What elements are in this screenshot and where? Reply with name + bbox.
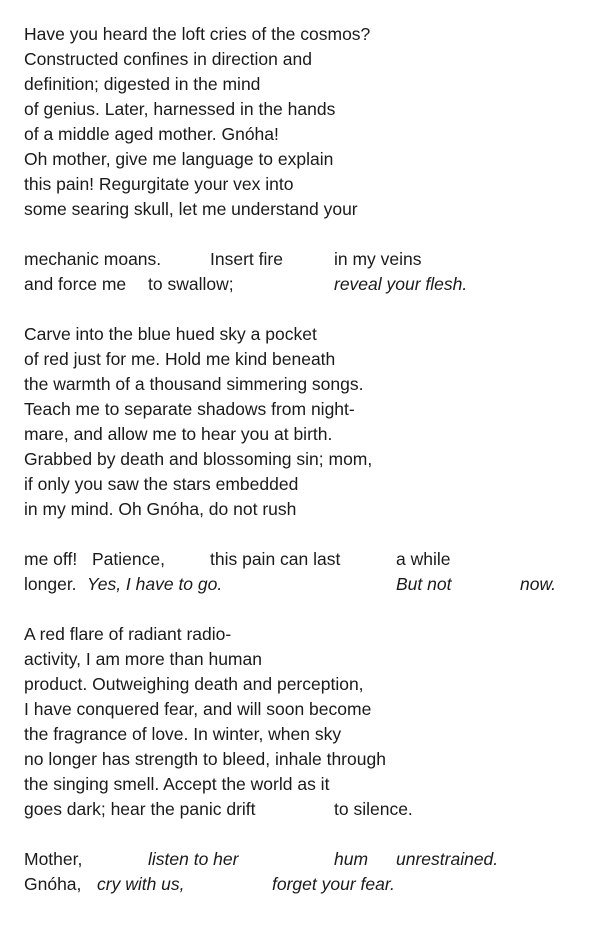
split-line-3 — [0, 547, 600, 572]
poem-line: Grabbed by death and blossoming sin; mom, — [24, 449, 373, 469]
phrase: this pain can last — [210, 549, 341, 569]
poem-line: the singing smell. Accept the world as it — [24, 774, 330, 794]
poem-line: product. Outweighing death and perception, — [24, 674, 364, 694]
phrase: me off! — [24, 549, 78, 569]
poem-line: this pain! Regurgitate your vex into — [24, 174, 294, 194]
split-line-5 — [0, 797, 600, 822]
phrase: goes dark; hear the panic drift — [24, 799, 256, 819]
split-line-7 — [0, 872, 600, 897]
poem-line: mare, and allow me to hear you at birth. — [24, 424, 333, 444]
poem-line: no longer has strength to bleed, inhale through — [24, 749, 386, 769]
phrase: a while — [396, 549, 451, 569]
poem-line: the fragrance of love. In winter, when sky — [24, 724, 342, 744]
poem-line: Constructed confines in direction and — [24, 49, 312, 69]
phrase: Patience, — [92, 549, 165, 569]
phrase: to silence. — [334, 799, 413, 819]
poem-line: I have conquered fear, and will soon become — [24, 699, 372, 719]
poem-line: Teach me to separate shadows from night- — [24, 399, 355, 419]
phrase: in my veins — [334, 249, 422, 269]
phrase-italic: But not — [396, 574, 452, 594]
split-line-4 — [0, 572, 600, 597]
phrase-italic: listen to her — [148, 849, 239, 869]
phrase: longer. — [24, 574, 77, 594]
stanza-3 — [24, 622, 386, 797]
stanza-2 — [24, 322, 372, 522]
phrase: Gnóha, — [24, 874, 82, 894]
poem-line: of red just for me. Hold me kind beneath — [24, 349, 336, 369]
phrase: mechanic moans. — [24, 249, 162, 269]
stanza-1 — [24, 22, 370, 222]
poem-line: activity, I am more than human — [24, 649, 262, 669]
phrase-italic: unrestrained. — [396, 849, 499, 869]
phrase: Insert fire — [210, 249, 283, 269]
poem-line: the warmth of a thousand simmering songs. — [24, 374, 364, 394]
phrase: Mother, — [24, 849, 83, 869]
poem-line: in my mind. Oh Gnóha, do not rush — [24, 499, 297, 519]
poem-line: some searing skull, let me understand your — [24, 199, 358, 219]
phrase: and force me — [24, 274, 127, 294]
poem-line: of genius. Later, harnessed in the hands — [24, 99, 336, 119]
poem-line: of a middle aged mother. Gnóha! — [24, 124, 279, 144]
poem-line: definition; digested in the mind — [24, 74, 261, 94]
split-line-6 — [0, 847, 600, 872]
poem-line: if only you saw the stars embedded — [24, 474, 299, 494]
phrase-italic: Yes, I have to go. — [87, 574, 223, 594]
phrase-italic: reveal your flesh. — [334, 274, 468, 294]
split-line-1 — [0, 247, 600, 272]
poem-line: Oh mother, give me language to explain — [24, 149, 334, 169]
poem-line: A red flare of radiant radio- — [24, 624, 232, 644]
phrase: to swallow; — [148, 274, 234, 294]
phrase-italic: cry with us, — [97, 874, 185, 894]
split-line-2 — [0, 272, 600, 297]
phrase-italic: now. — [520, 574, 556, 594]
phrase-italic: hum — [334, 849, 369, 869]
phrase-italic: forget your fear. — [272, 874, 395, 894]
poem-line: Carve into the blue hued sky a pocket — [24, 324, 317, 344]
poem-line: Have you heard the loft cries of the cosmos? — [24, 24, 371, 44]
